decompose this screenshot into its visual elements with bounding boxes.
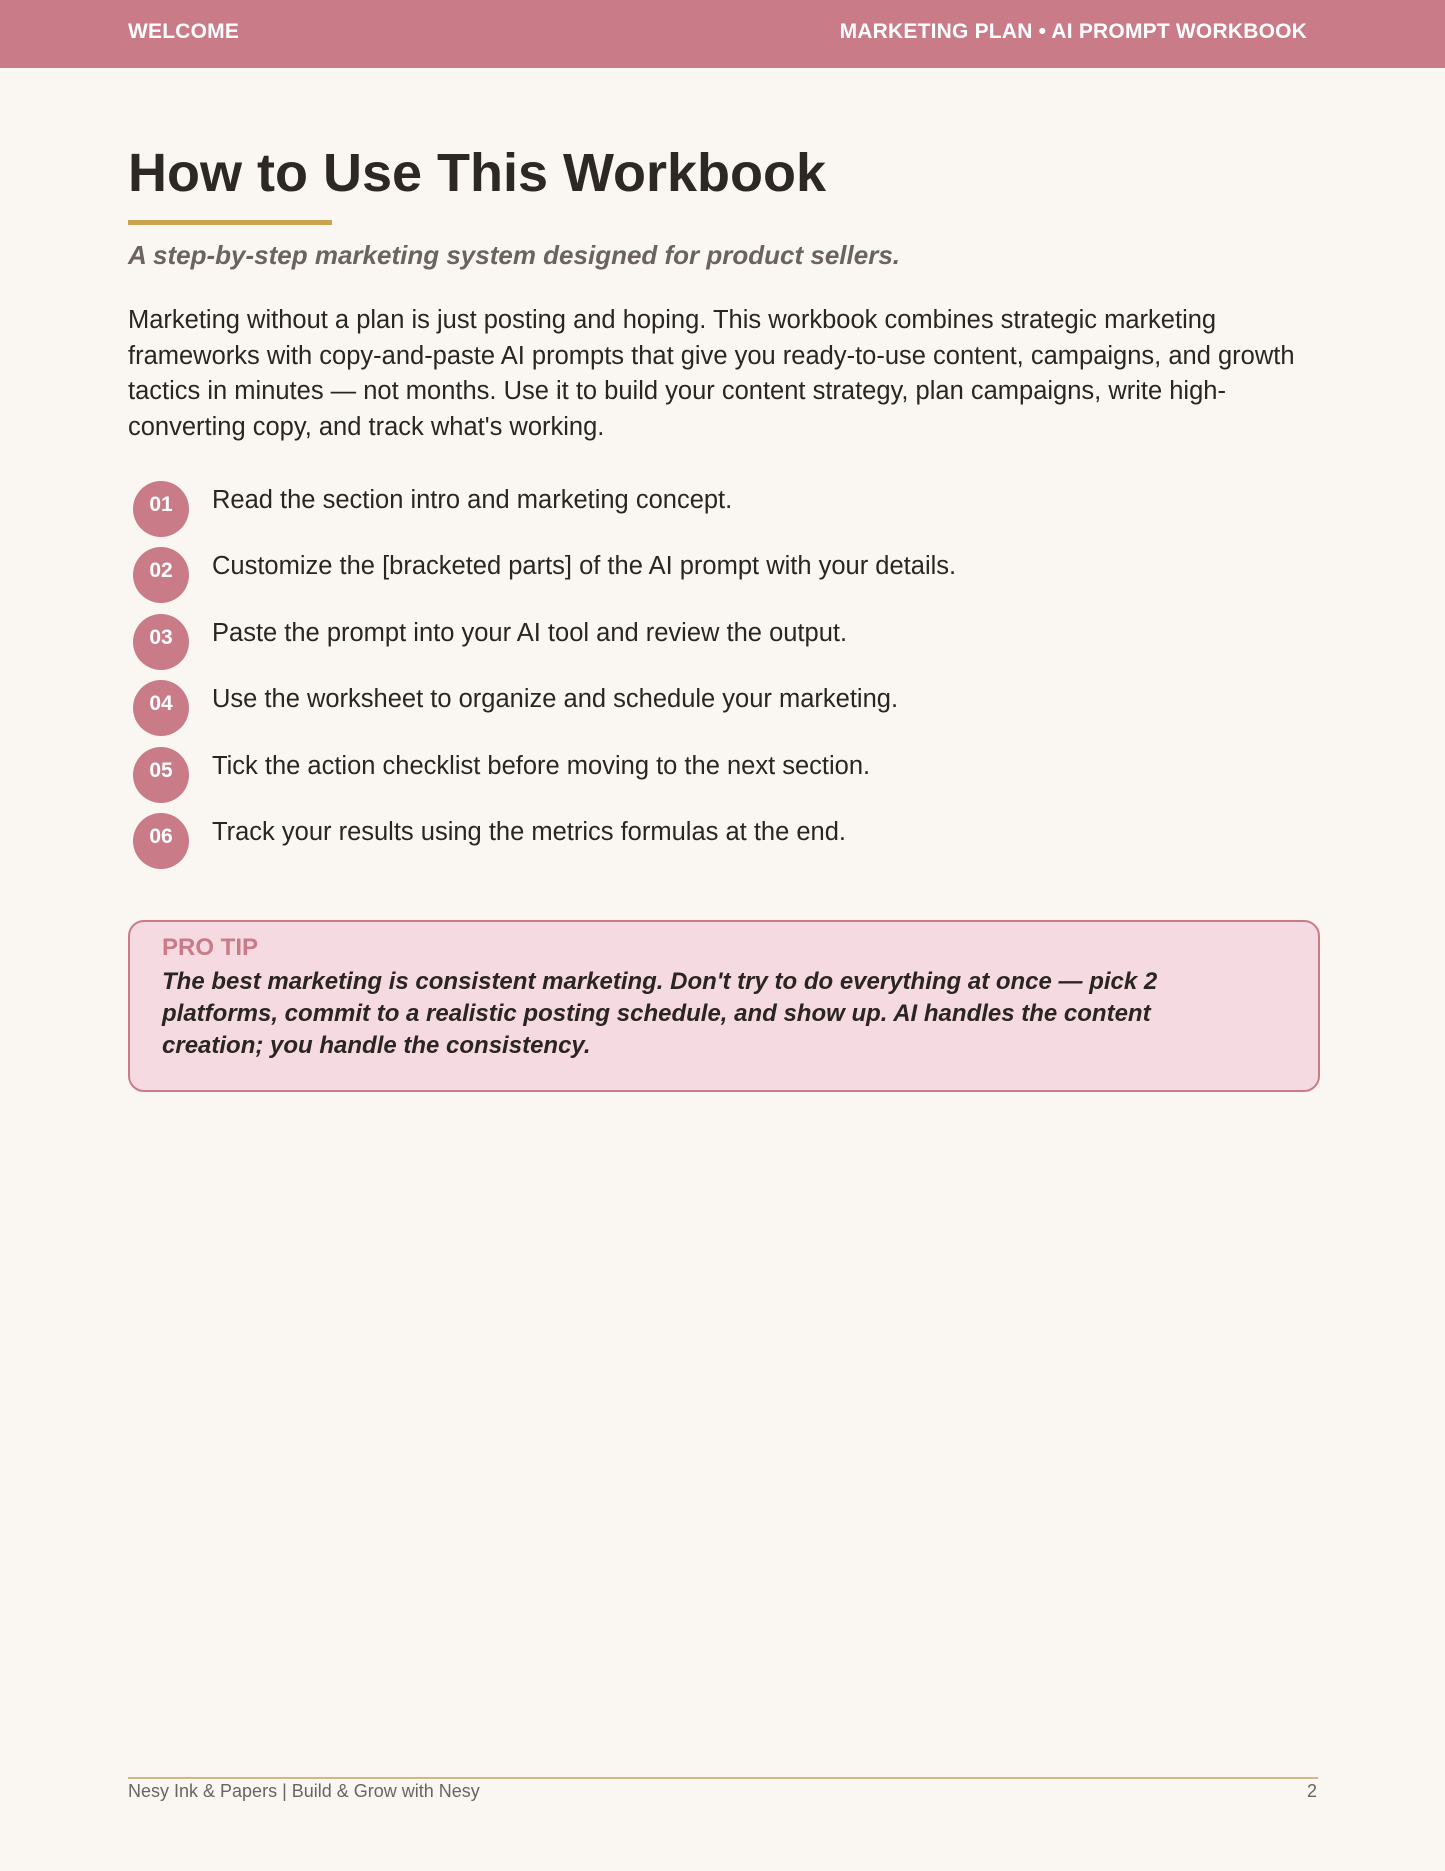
step-item	[128, 546, 1328, 612]
step-item	[128, 746, 1328, 812]
step-text: Use the worksheet to organize and schedule your marketing.	[212, 685, 899, 714]
pro-tip-text: The best marketing is consistent marketing. Don't try to do everything at once — pick 2 platforms, commit to a realistic posting schedule, and show up. AI handles the content creation; you handle the consistency.	[162, 968, 1158, 1059]
steps-list	[128, 480, 1328, 878]
step-item	[128, 613, 1328, 679]
step-text: Tick the action checklist before moving to the next section.	[212, 751, 871, 780]
step-item	[128, 480, 1328, 546]
page-subtitle: A step-by-step marketing system designed for product sellers.	[128, 240, 901, 270]
step-item	[128, 812, 1328, 878]
step-item	[128, 679, 1328, 745]
step-number-badge: 05	[133, 747, 189, 803]
step-number-badge: 01	[133, 481, 189, 537]
step-number-badge: 03	[133, 614, 189, 670]
step-text: Track your results using the metrics formulas at the end.	[212, 817, 846, 846]
footer-divider	[128, 1777, 1318, 1779]
page-number: 2	[1306, 1781, 1317, 1801]
step-number-badge: 06	[133, 813, 189, 869]
intro-paragraph: Marketing without a plan is just posting and hoping. This workbook combines strategic marketing frameworks with copy-and-paste AI prompts that give you ready-to-use content, campaigns, and growth tactics in minutes — not months. Use it to build your content strategy, plan campaigns, write high-converting copy, and track what's working.	[128, 306, 1295, 441]
header-bar	[0, 0, 1445, 68]
pro-tip-label: PRO TIP	[162, 934, 259, 961]
step-text: Paste the prompt into your AI tool and review the output.	[212, 618, 848, 647]
step-number-badge: 02	[133, 547, 189, 603]
section-label: WELCOME	[128, 20, 240, 43]
footer-brand: Nesy Ink & Papers | Build & Grow with Nesy	[128, 1781, 480, 1801]
step-text: Customize the [bracketed parts] of the AI prompt with your details.	[212, 552, 957, 581]
step-text: Read the section intro and marketing concept.	[212, 486, 733, 514]
title-underline	[128, 220, 332, 225]
pro-tip-box	[128, 920, 1320, 1092]
step-number-badge: 04	[133, 680, 189, 736]
book-title: MARKETING PLAN • AI PROMPT WORKBOOK	[839, 20, 1307, 43]
page-title: How to Use This Workbook	[128, 143, 827, 203]
